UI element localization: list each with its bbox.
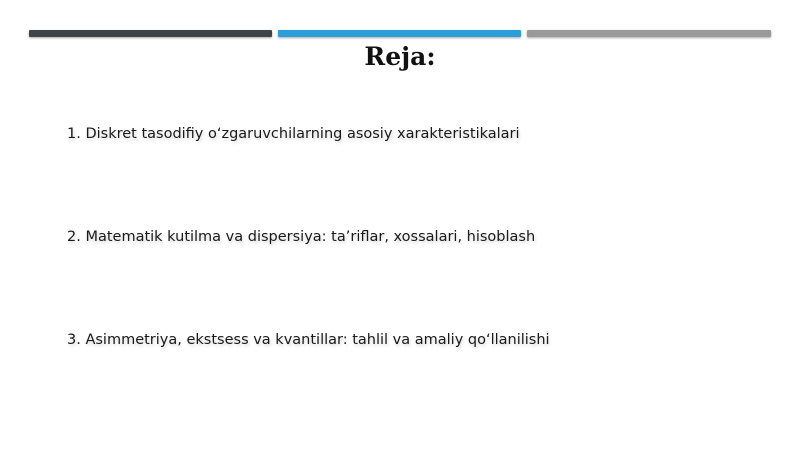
header-bar-gray bbox=[527, 30, 771, 37]
decorative-header-bars bbox=[29, 30, 771, 38]
plan-item-1: 1. Diskret tasodifiy o‘zgaruvchilarning asosiy xarakteristikalari bbox=[67, 126, 520, 142]
header-bar-blue bbox=[278, 30, 521, 37]
plan-item-3: 3. Asimmetriya, ekstsess va kvantillar: tahlil va amaliy qo‘llanilishi bbox=[67, 332, 550, 348]
slide-title: Reja: bbox=[364, 42, 436, 71]
plan-item-2: 2. Matematik kutilma va dispersiya: ta’riflar, xossalari, hisoblash bbox=[67, 229, 536, 245]
header-bar-dark bbox=[29, 30, 272, 37]
